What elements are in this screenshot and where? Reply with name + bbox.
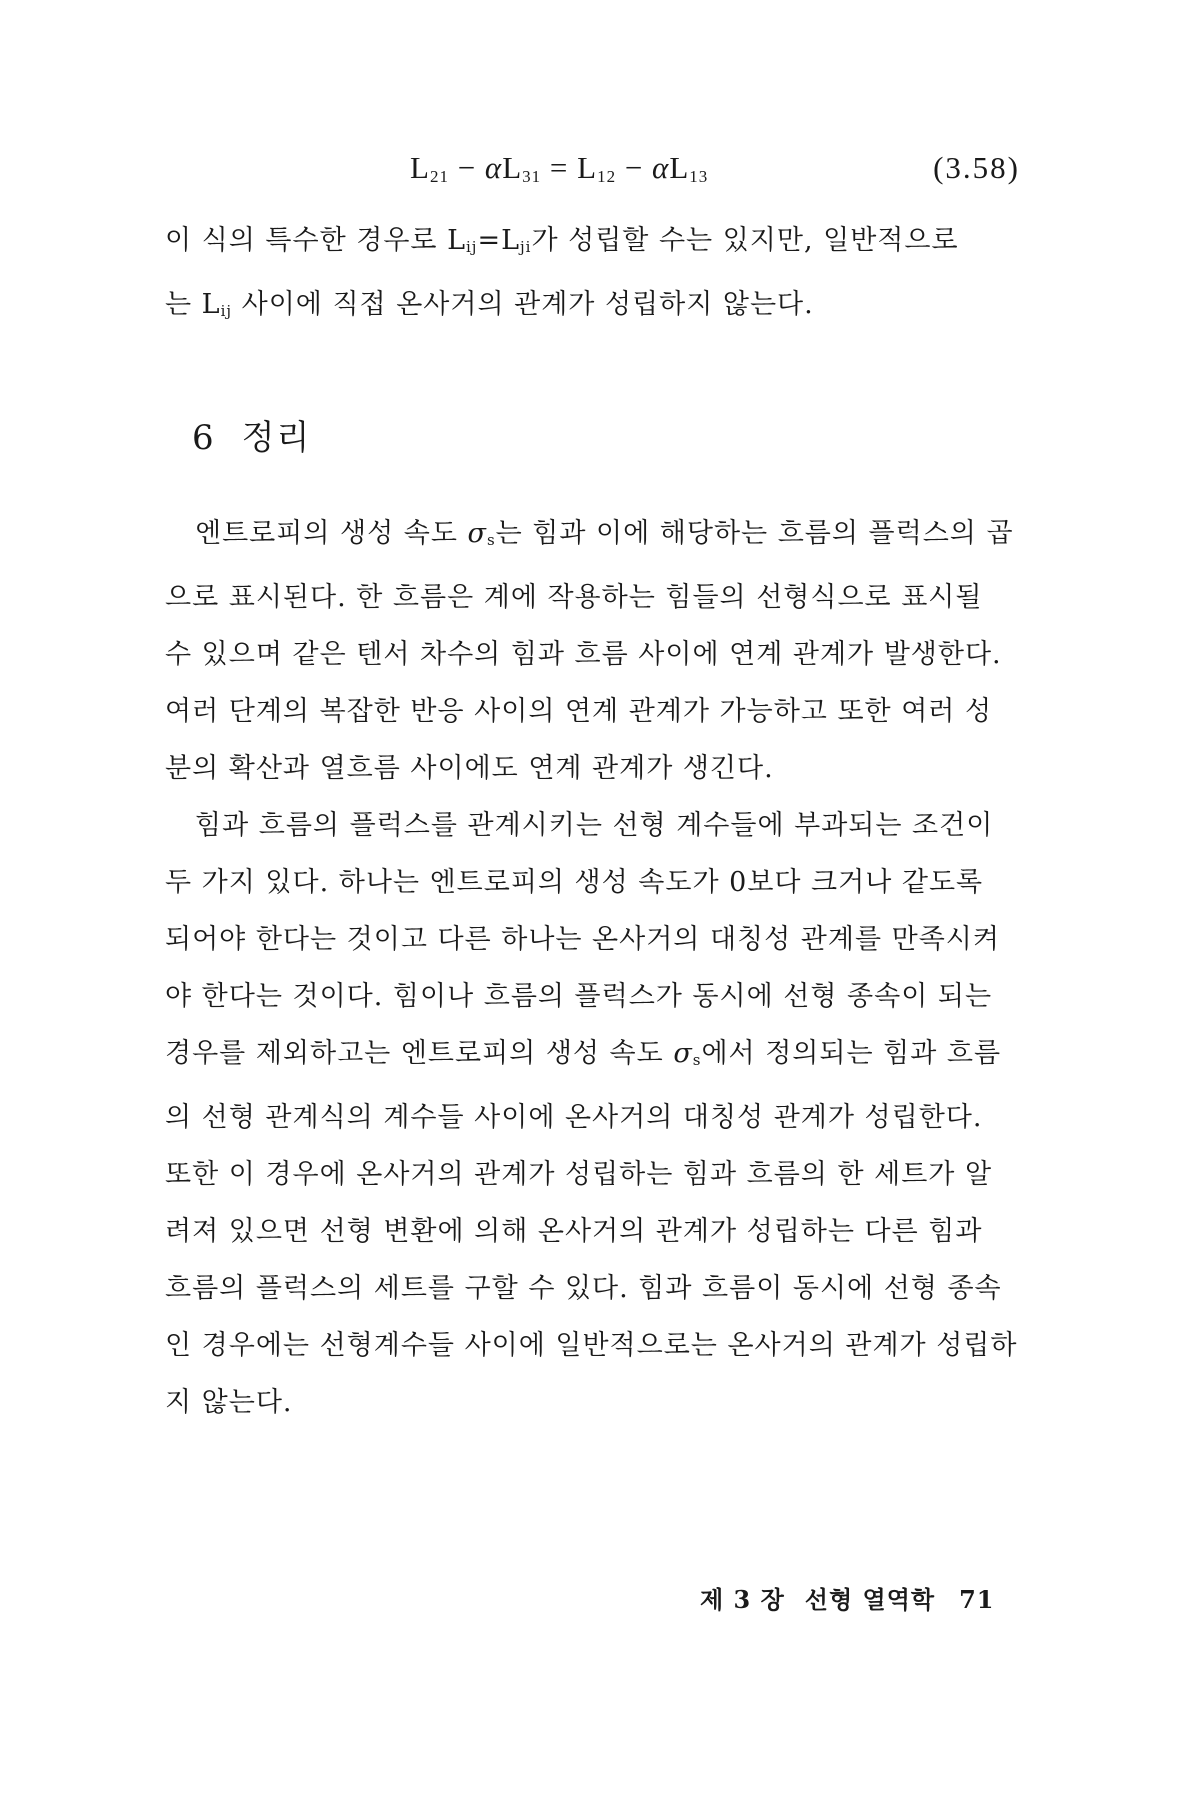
chapter-label: 제 3 장 [700, 1585, 785, 1614]
eq-subscript: 13 [689, 167, 709, 186]
text-run: 엔트로피의 생성 속도 [195, 518, 468, 549]
intro-paragraph [165, 212, 1025, 340]
eq-symbol: L [410, 150, 430, 185]
subscript: s [692, 1051, 702, 1069]
text-run: 사이에 직접 온사거의 관계가 성립하지 않는다. [232, 289, 814, 320]
text-line: 려져 있으면 선형 변환에 의해 온사거의 관계가 성립하는 다른 힘과 [165, 1216, 983, 1247]
eq-alpha: α [652, 150, 670, 185]
subscript: ji [520, 238, 532, 256]
eq-operator: = [541, 150, 578, 185]
eq-alpha: α [484, 150, 503, 185]
equation-row [165, 150, 1020, 200]
text-line: 분의 확산과 열흐름 사이에도 연계 관계가 생긴다. [165, 753, 774, 784]
text-run: 이 식의 특수한 경우로 L [165, 225, 466, 256]
text-line [165, 1025, 1025, 1089]
eq-symbol: L [502, 150, 523, 185]
equation-3-58 [410, 150, 708, 187]
text-line: 흐름의 플럭스의 세트를 구할 수 있다. 힘과 흐름이 동시에 선형 종속 [165, 1273, 1002, 1304]
section-heading [192, 410, 311, 459]
text-run: =L [477, 225, 521, 256]
text-line [165, 212, 1025, 276]
text-line: 되어야 한다는 것이고 다른 하나는 온사거의 대칭성 관계를 만족시켜 [165, 924, 1000, 955]
text-line: 지 않는다. [165, 1387, 293, 1418]
eq-symbol: L [577, 150, 598, 185]
text-line: 수 있으며 같은 텐서 차수의 힘과 흐름 사이에 연계 관계가 발생한다. [165, 639, 1002, 670]
text-line [165, 505, 1025, 569]
section-title: 정리 [241, 418, 312, 458]
page-number: 71 [959, 1585, 995, 1614]
eq-subscript: 12 [597, 167, 617, 186]
text-line: 의 선형 관계식의 계수들 사이에 온사거의 대칭성 관계가 성립한다. [165, 1102, 983, 1133]
text-line [165, 276, 1025, 340]
text-run: 경우를 제외하고는 엔트로피의 생성 속도 [165, 1038, 674, 1069]
text-line: 두 가지 있다. 하나는 엔트로피의 생성 속도가 0보다 크거나 같도록 [165, 867, 984, 898]
eq-operator: − [616, 150, 653, 185]
section-number: 6 [192, 418, 216, 458]
text-line: 힘과 흐름의 플럭스를 관계시키는 선형 계수들에 부과되는 조건이 [195, 810, 994, 841]
text-line: 여러 단계의 복잡한 반응 사이의 연계 관계가 가능하고 또한 여러 성 [165, 696, 993, 727]
eq-symbol: L [669, 150, 690, 185]
subscript: s [486, 531, 496, 549]
sigma-symbol: σ [673, 1038, 693, 1069]
text-line: 인 경우에는 선형계수들 사이에 일반적으로는 온사거의 관계가 성립하 [165, 1330, 1018, 1361]
text-run: 는 L [165, 289, 221, 320]
subscript: ij [466, 238, 478, 256]
eq-subscript: 31 [522, 167, 542, 186]
text-run: 는 힘과 이에 해당하는 흐름의 플럭스의 곱 [495, 518, 1014, 549]
eq-subscript: 21 [429, 167, 449, 186]
chapter-title: 선형 열역학 [804, 1585, 936, 1614]
subscript: ij [220, 302, 233, 320]
sigma-symbol: σ [467, 518, 487, 549]
text-run: 에서 정의되는 힘과 흐름 [701, 1038, 1002, 1069]
text-run: 가 성립할 수는 있지만, 일반적으로 [531, 225, 959, 256]
text-line: 으로 표시된다. 한 흐름은 계에 작용하는 힘들의 선형식으로 표시될 [165, 582, 983, 613]
running-footer [700, 1580, 994, 1615]
eq-operator: − [448, 150, 485, 185]
text-line: 또한 이 경우에 온사거의 관계가 성립하는 힘과 흐름의 한 세트가 알 [165, 1159, 993, 1190]
text-line: 야 한다는 것이다. 힘이나 흐름의 플럭스가 동시에 선형 종속이 되는 [165, 981, 993, 1012]
equation-number: (3.58) [933, 150, 1020, 185]
summary-paragraph [165, 505, 1025, 1431]
